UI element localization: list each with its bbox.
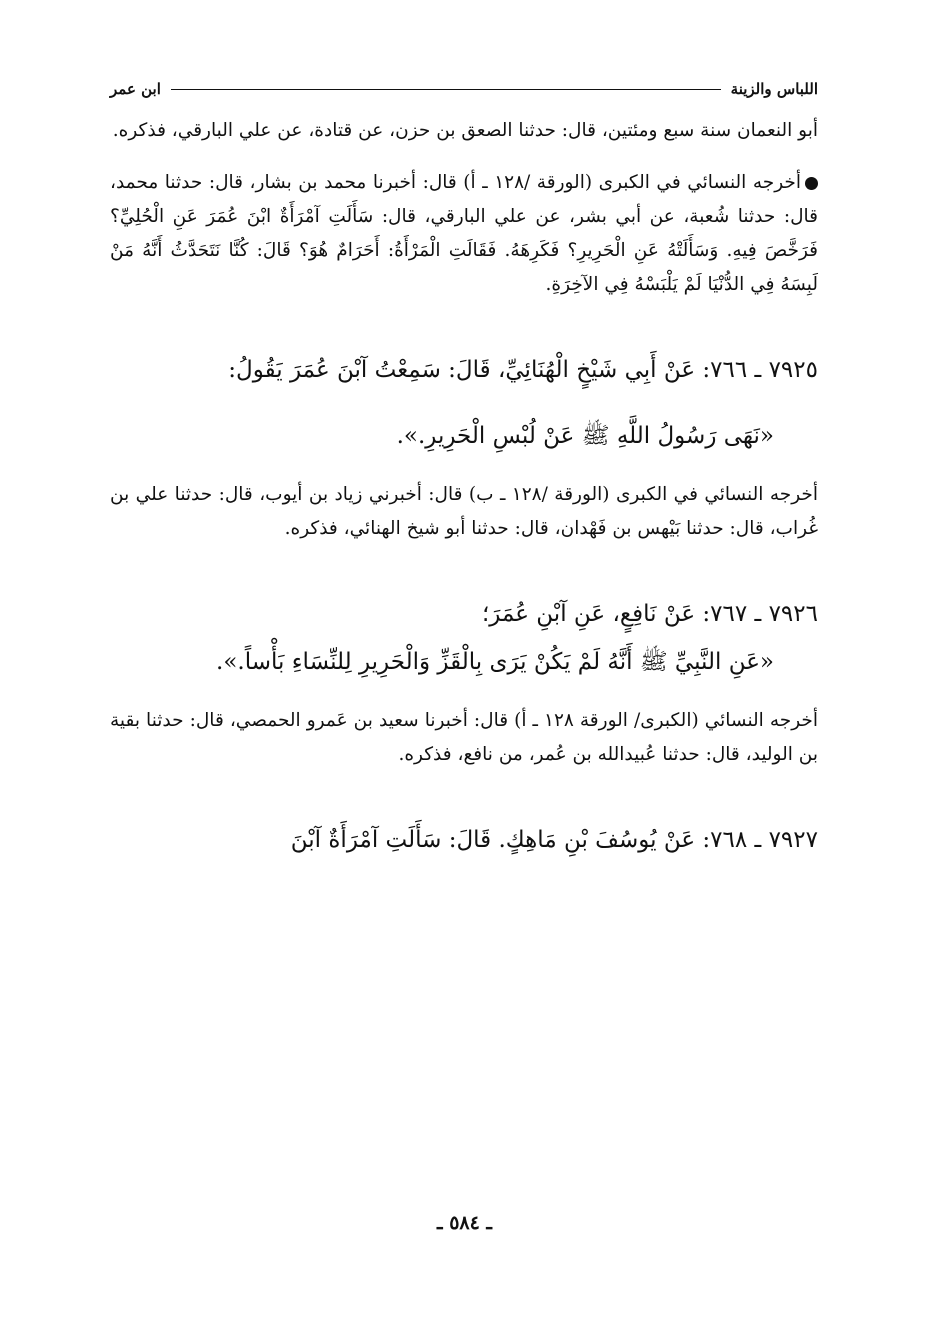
hadith-7926: ٧٩٢٦ ـ ٧٦٧: عَنْ نَافِعٍ، عَنِ آبْنِ عُمَرَ؛ <box>481 601 818 627</box>
note-paragraph: أخرجه النسائي (الكبرى/ الورقة ١٢٨ ـ أ) قال: أخبرنا سعيد بن عَمرو الحمصي، قال: حدثنا بقية بن الوليد، قال: حدثنا عُبيدالله بن عُمر، من نافع، فذكره. <box>110 710 818 765</box>
note-paragraph: أخرجه النسائي في الكبرى (الورقة /١٢٨ ـ ب) قال: أخبرني زياد بن أيوب، قال: حدثنا علي بن غُراب، قال: حدثنا بَيْهس بن فَهْدان، قال: حدثنا أبو شيخ الهنائي، فذكره. <box>110 484 818 539</box>
running-header <box>110 78 818 100</box>
note-paragraph-with-bullet <box>110 166 818 302</box>
page-number: ـ ٥٨٤ ـ <box>437 1212 492 1234</box>
hadith-7927: ٧٩٢٧ ـ ٧٦٨: عَنْ يُوسُفَ بْنِ مَاهِكٍ. قَالَ: سَأَلَتِ آمْرَأَةٌ آبْنَ <box>290 827 818 853</box>
book-title: اللباس والزينة <box>730 80 818 98</box>
bullet-icon <box>805 177 818 190</box>
note-paragraph: أبو النعمان سنة سبع ومئتين، قال: حدثنا الصعق بن حزن، عن قتادة، عن علي البارقي، فذكره. <box>112 120 818 141</box>
hadith-7925: ٧٩٢٥ ـ ٧٦٦: عَنْ أَبِي شَيْخٍ الْهُنَائِيِّ، قَالَ: سَمِعْتُ آبْنَ عُمَرَ يَقُولُ: <box>228 357 818 383</box>
page-body <box>110 78 818 864</box>
note-text: أخرجه النسائي في الكبرى (الورقة /١٢٨ ـ أ) قال: أخبرنا محمد بن بشار، قال: حدثنا محمد، قال: حدثنا شُعبة، عن أبي بشر، عن علي البارقي، قال: سَأَلَتِ آمْرَأَةٌ ابْنَ عُمَرَ عَنِ الْحُلِيِّ؟ فَرَخَّصَ فِيهِ. وَسَأَلَتْهُ عَنِ الْحَرِيرِ؟ فَكَرِهَهُ. فَقَالَتِ الْمَرْأَةُ: أَحَرَامٌ هُوَ؟ قَالَ: كُنَّا نَتَحَدَّثُ أَنَّهُ مَنْ لَبِسَهُ فِي الدُّنْيَا لَمْ يَلْبَسْهُ فِي الآخِرَةِ. <box>110 172 818 295</box>
hadith-7926-text: «عَنِ النَّبِيِّ ﷺ أَنَّهُ لَمْ يَكُنْ يَرَى بِالْقَزِّ وَالْحَرِيرِ لِلنِّسَاءِ بَأْساً.». <box>216 649 774 675</box>
chapter-title: ابن عمر <box>110 80 161 98</box>
header-rule <box>171 89 721 90</box>
hadith-7925-text: «نَهَى رَسُولُ اللَّهِ ﷺ عَنْ لُبْسِ الْحَرِيرِ.». <box>396 423 774 449</box>
